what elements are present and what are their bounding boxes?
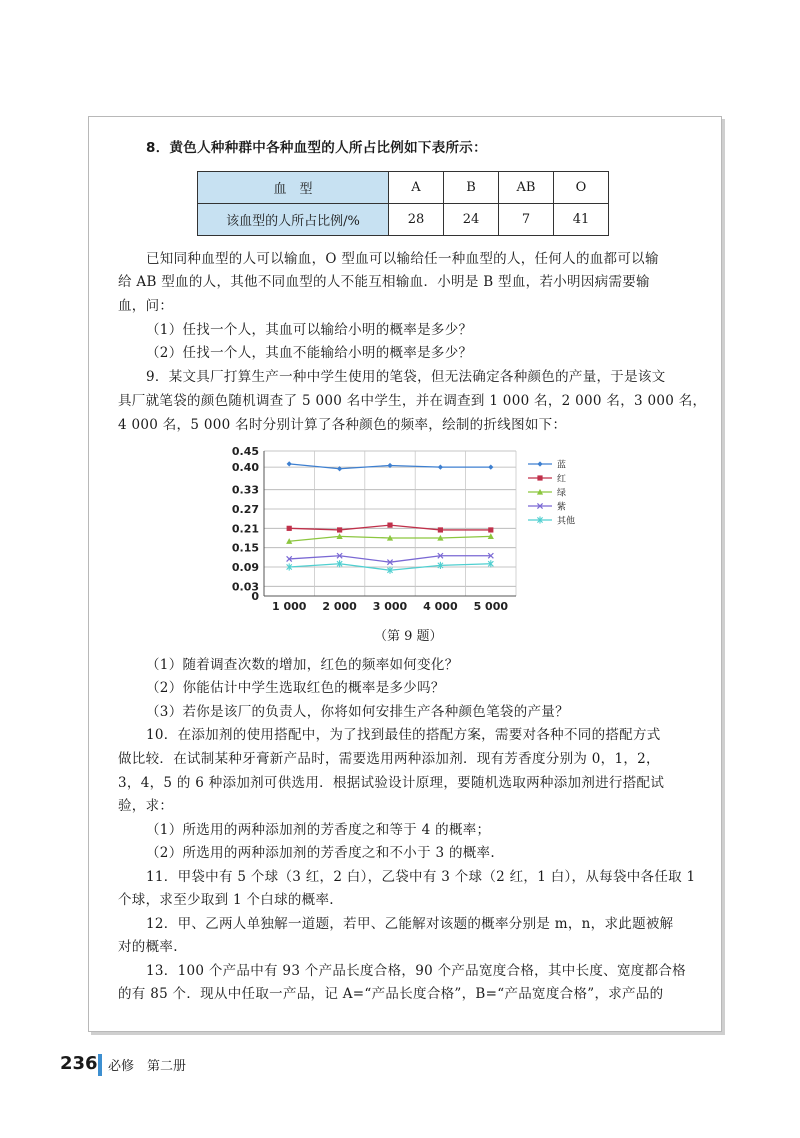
book-title: 必修 第二册 (108, 1059, 187, 1074)
page-number: 236 (60, 1053, 98, 1074)
q8-title: 8．黄色人种种群中各种血型的人所占比例如下表所示： (146, 140, 487, 156)
text-line: （3）若你是该厂的负责人，你将如何安排生产各种颜色笔袋的产量？ (146, 704, 569, 720)
legend-marker (537, 461, 542, 466)
text-line: 13．100 个产品中有 93 个产品长度合格，90 个产品宽度合格，其中长度、宽度都合格 (146, 963, 686, 979)
table-header-label: 血 型 (198, 172, 389, 204)
y-tick-label: 0.45 (231, 446, 259, 458)
text-line: （2）所选用的两种添加剂的芳香度之和不小于 3 的概率. (146, 845, 495, 861)
text-line: 具厂就笔袋的颜色随机调查了 5 000 名中学生，并在调查到 1 000 名，2 000 名，3 000 名， (118, 393, 707, 409)
x-tick-label: 1 000 (271, 600, 307, 613)
text-line: 验，求： (118, 798, 174, 814)
text-line: （2）你能估计中学生选取红色的概率是多少吗？ (146, 680, 445, 696)
legend-label: 红 (557, 474, 567, 485)
text-line: 4 000 名，5 000 名时分别计算了各种颜色的频率，绘制的折线图如下： (118, 417, 567, 433)
data-point (438, 527, 443, 532)
text-line: 3，4，5 的 6 种添加剂可供选用．根据试验设计原理，要随机选取两种添加剂进行搭配试 (118, 775, 665, 791)
legend-label: 紫 (557, 502, 567, 513)
data-point (438, 465, 443, 470)
y-tick-label: 0.15 (231, 541, 259, 555)
y-tick-label: 0.27 (231, 503, 259, 516)
table-cell: AB (499, 172, 554, 204)
table-row-label: 该血型的人所占比例/% (198, 204, 389, 236)
text-line: 血，问： (118, 298, 174, 314)
text-line: （1）任找一个人，其血可以输给小明的概率是多少？ (146, 322, 473, 338)
table-cell: 41 (554, 204, 609, 236)
table-cell: O (554, 172, 609, 204)
x-tick-label: 4 000 (423, 600, 458, 613)
x-tick-label: 3 000 (372, 600, 408, 613)
footer-accent-bar (98, 1054, 102, 1076)
x-tick-label: 5 000 (473, 600, 509, 613)
table-cell: A (389, 172, 444, 204)
table-cell: 24 (444, 204, 499, 236)
text-line: （1）随着调查次数的增加，红色的频率如何变化？ (146, 657, 459, 673)
series-line (289, 556, 491, 562)
x-tick-label: 2 000 (322, 600, 357, 613)
text-line: 11．甲袋中有 5 个球（3 红，2 白），乙袋中有 3 个球（2 红，1 白），从每袋中各任取 1 (146, 869, 696, 885)
legend-marker (537, 475, 542, 480)
chart-caption: （第 9 题） (374, 629, 443, 644)
blood-type-table (197, 171, 609, 236)
data-point (488, 527, 493, 532)
text-line: 10．在添加剂的使用搭配中，为了找到最佳的搭配方案，需要对各种不同的搭配方式 (146, 727, 661, 743)
y-tick-label: 0 (251, 590, 259, 603)
table-cell: 28 (389, 204, 444, 236)
text-line: 已知同种血型的人可以输血，O 型血可以输给任一种血型的人，任何人的血都可以输 (146, 251, 659, 267)
legend-label: 其他 (557, 516, 576, 527)
y-tick-label: 0.09 (231, 561, 259, 574)
text-line: 对的概率. (118, 939, 178, 955)
legend-label: 绿 (557, 488, 567, 499)
y-tick-label: 0.21 (231, 522, 259, 536)
table-cell: B (444, 172, 499, 204)
text-line: 给 AB 型血的人，其他不同血型的人不能互相输血．小明是 B 型血，若小明因病需要输 (118, 274, 650, 290)
y-tick-label: 0.40 (231, 461, 259, 475)
table-cell: 7 (499, 204, 554, 236)
legend-label: 蓝 (557, 460, 567, 471)
data-point (387, 523, 392, 528)
text-line: （1）所选用的两种添加剂的芳香度之和等于 4 的概率； (146, 822, 491, 838)
text-line: 个球，求至少取到 1 个白球的概率. (118, 892, 334, 908)
y-tick-label: 0.03 (231, 580, 259, 594)
text-line: 12．甲、乙两人单独解一道题，若甲、乙能解对该题的概率分别是 m，n，求此题被解 (146, 916, 674, 932)
data-point (488, 465, 493, 470)
text-line: 的有 85 个．现从中任取一产品，记 A=“产品长度合格”，B=“产品宽度合格”，求产品的 (118, 986, 664, 1002)
data-point (287, 461, 292, 466)
y-tick-label: 0.33 (231, 483, 259, 497)
data-point (337, 527, 342, 532)
frequency-line-chart (226, 446, 596, 618)
text-line: （2）任找一个人，其血不能输给小明的概率是多少？ (146, 345, 473, 361)
text-line: 做比较．在试制某种牙膏新产品时，需要选用两种添加剂．现有芳香度分别为 0，1，2， (118, 751, 660, 767)
data-point (287, 526, 292, 531)
text-line: 9．某文具厂打算生产一种中学生使用的笔袋，但无法确定各种颜色的产量，于是该文 (146, 369, 666, 385)
